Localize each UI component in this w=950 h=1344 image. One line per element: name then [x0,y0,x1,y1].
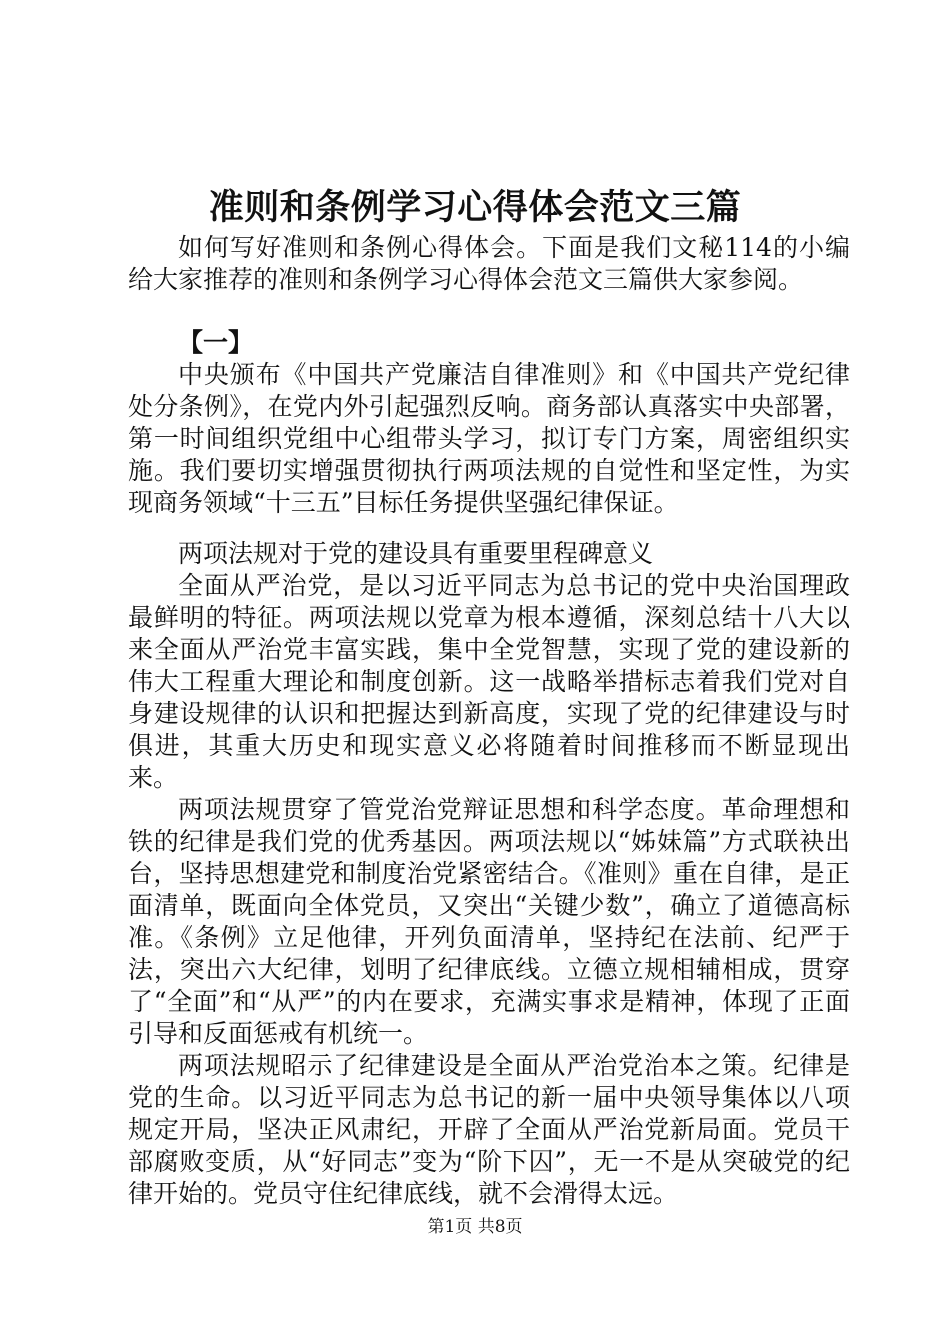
page-footer: 第1页 共8页 [427,1217,523,1237]
intro-paragraph: 如何写好准则和条例心得体会。下面是我们文秘114的小编给大家推荐的准则和条例学习心得体会范文三篇供大家参阅。 [128,233,850,294]
section-two-block [128,538,850,1210]
section-one-paragraph: 中央颁布《中国共产党廉洁自律准则》和《中国共产党纪律处分条例》，在党内外引起强烈反响。商务部认真落实中央部署，第一时间组织党组中心组带头学习，拟订专门方案，周密组织实施。我们要切实增强贯彻执行两项法规的自觉性和坚定性，为实现商务领域“十三五”目标任务提供坚强纪律保证。 [128,360,850,517]
body-paragraph: 两项法规贯穿了管党治党辩证思想和科学态度。革命理想和铁的纪律是我们党的优秀基因。两项法规以“姊妹篇”方式联袂出台，坚持思想建党和制度治党紧密结合。《准则》重在自律，是正面清单，既面向全体党员，又突出“关键少数”，确立了道德高标准。《条例》立足他律，开列负面清单，坚持纪在法前、纪严于法，突出六大纪律，划明了纪律底线。立德立规相辅相成，贯穿了“全面”和“从严”的内在要求，充满实事求是精神，体现了正面引导和反面惩戒有机统一。 [128,795,850,1048]
document-title: 准则和条例学习心得体会范文三篇 [208,187,742,228]
subheading: 两项法规对于党的建设具有重要里程碑意义 [178,539,654,568]
body-paragraph: 两项法规昭示了纪律建设是全面从严治党治本之策。纪律是党的生命。以习近平同志为总书记的新一届中央领导集体以八项规定开局，坚决正风肃纪，开辟了全面从严治党新局面。党员干部腐败变质，从“好同志”变为“阶下囚”，无一不是从突破党的纪律开始的。党员守住纪律底线，就不会滑得太远。 [128,1051,850,1208]
section-label: 【一】 [178,328,254,357]
intro-block [128,232,850,296]
body-paragraph: 全面从严治党，是以习近平同志为总书记的党中央治国理政最鲜明的特征。两项法规以党章为根本遵循，深刻总结十八大以来全面从严治党丰富实践，集中全党智慧，实现了党的建设新的伟大工程重大理论和制度创新。这一战略举措标志着我们党对自身建设规律的认识和把握达到新高度，实现了党的纪律建设与时俱进，其重大历史和现实意义必将随着时间推移而不断显现出来。 [128,571,850,792]
section-one-block [128,359,850,519]
